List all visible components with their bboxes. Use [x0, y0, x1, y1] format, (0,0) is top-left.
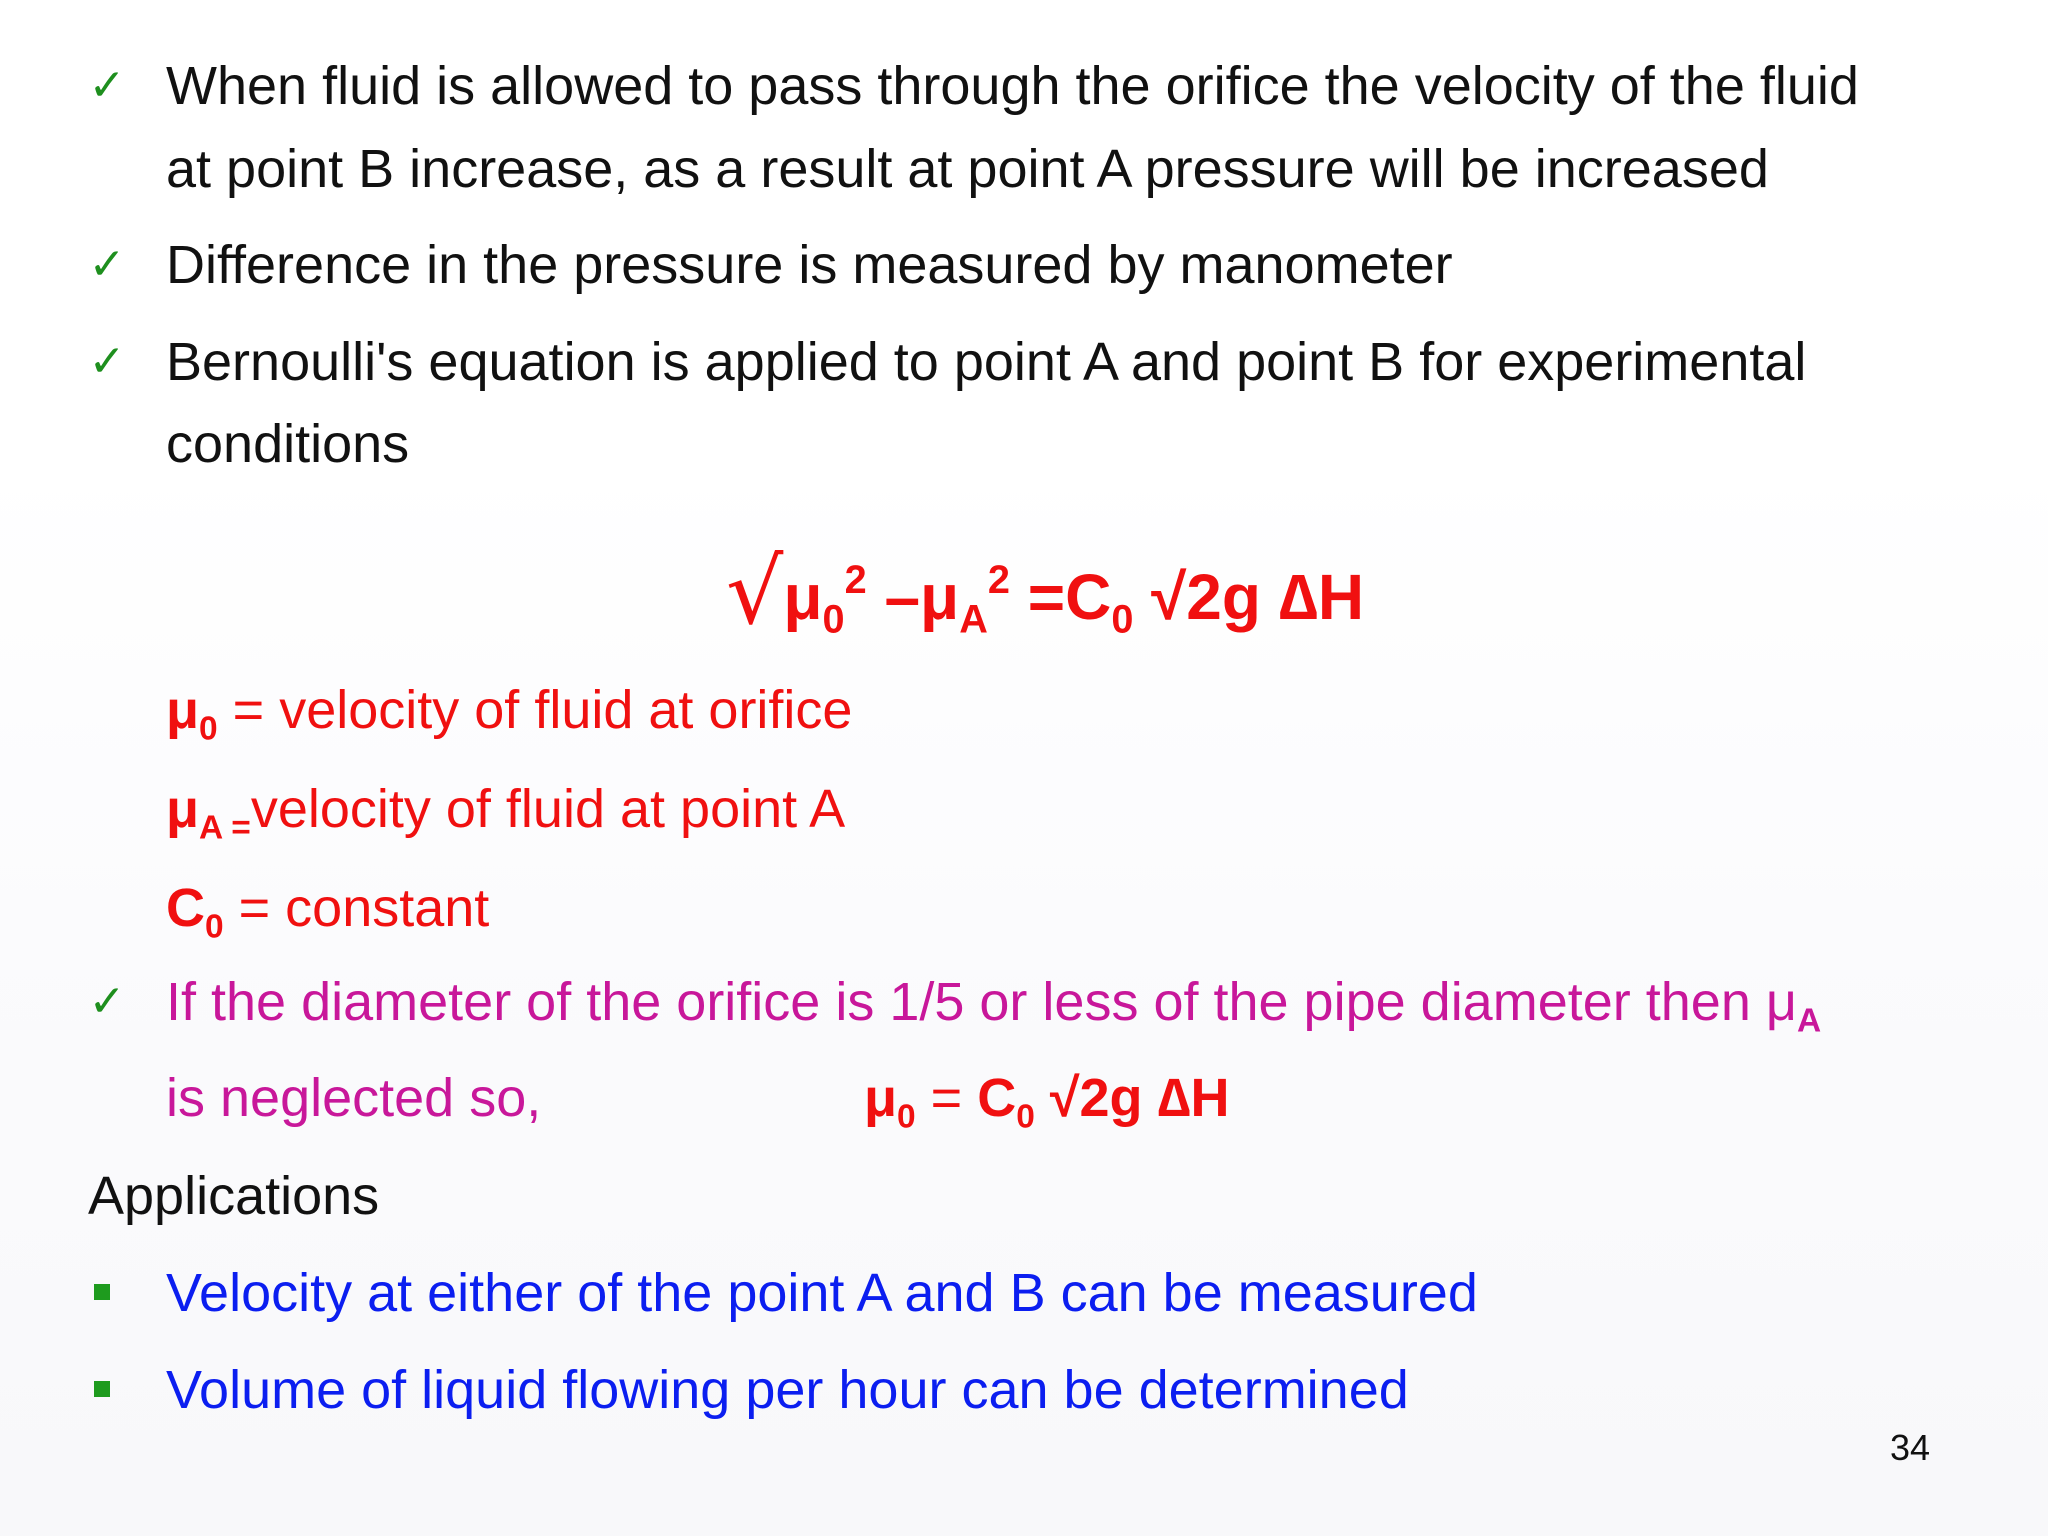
- orifice-note-line-1: If the diameter of the orifice is 1/5 or less of the pipe diameter then $\mu_A$: [166, 972, 1822, 1040]
- definition-muA: $\mu_{A =}velocity$ of fluid at point A: [166, 779, 846, 847]
- definition-c0: $C_0$ = constant: [166, 878, 490, 946]
- check-icon: ✓: [88, 239, 126, 290]
- page-number: 34: [1890, 1427, 1931, 1468]
- orifice-note-line-2: is neglected so,: [166, 1068, 542, 1128]
- bullet-3-line-2: conditions: [166, 414, 410, 474]
- definition-mu0: $\mu_0$ = velocity of fluid at orifice: [166, 680, 853, 748]
- applications-heading: Applications: [88, 1166, 380, 1226]
- bullet-2-line-1: Difference in the pressure is measured by manometer: [166, 235, 1453, 295]
- application-item-2: Volume of liquid flowing per hour can be determined: [166, 1360, 1409, 1420]
- sqrt-icon: √: [726, 539, 784, 645]
- check-icon: ✓: [88, 976, 126, 1027]
- check-icon: ✓: [88, 336, 126, 387]
- bernoulli-equation: $√\mu_0^2$ $-\mu_A^2 =C_0$ √2g ∆H: [726, 539, 1365, 645]
- simplified-equation: $\mu_0 = C_0$ √2g ∆H: [864, 1068, 1230, 1136]
- bullet-1-line-1: When fluid is allowed to pass through the orifice the velocity of the fluid: [166, 56, 1859, 116]
- application-item-1: Velocity at either of the point A and B can be measured: [166, 1263, 1478, 1323]
- square-bullet-icon: [94, 1284, 110, 1300]
- bullet-1-line-2: at point B increase, as a result at point A pressure will be increased: [166, 139, 1769, 199]
- square-bullet-icon: [94, 1381, 110, 1397]
- check-icon: ✓: [88, 60, 126, 111]
- bullet-3-line-1: Bernoulli's equation is applied to point A and point B for experimental: [166, 332, 1807, 392]
